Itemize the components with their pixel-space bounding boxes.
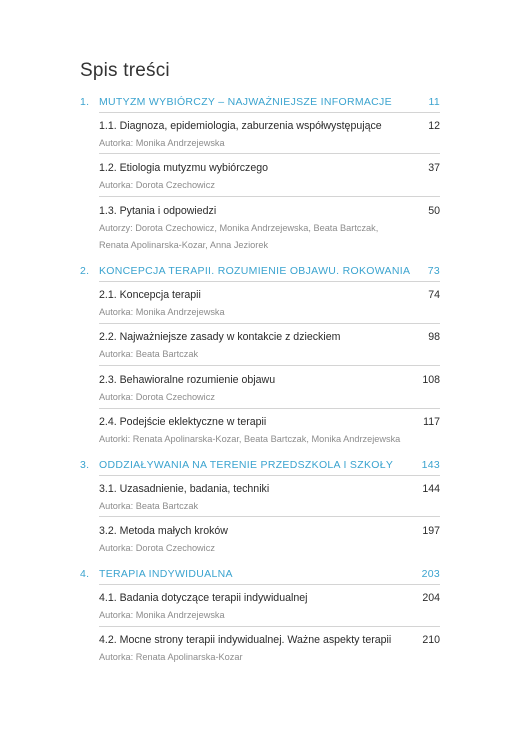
entry-title: 4.1. Badania dotyczące terapii indywidualnej — [99, 592, 308, 604]
entry-page: 117 — [423, 416, 440, 428]
divider — [99, 408, 440, 409]
entry-title: 1.2. Etiologia mutyzmu wybiórczego — [99, 162, 268, 174]
entry-page: 74 — [428, 289, 440, 301]
entry-author: Autorka: Monika Andrzejewska — [99, 138, 225, 148]
section-page: 73 — [427, 265, 440, 277]
entry-author: Autorka: Dorota Czechowicz — [99, 543, 215, 553]
divider — [99, 281, 440, 282]
entry-title: 3.1. Uzasadnienie, badania, techniki — [99, 483, 270, 495]
section-title: KONCEPCJA TERAPII. ROZUMIENIE OBJAWU. ROKOWANIA — [99, 265, 411, 277]
section-page: 11 — [428, 96, 440, 108]
entry-author: Autorka: Renata Apolinarska-Kozar — [99, 652, 243, 662]
entry-page: 108 — [422, 374, 440, 386]
divider — [99, 475, 440, 476]
entry-author: Autorki: Renata Apolinarska-Kozar, Beata Bartczak, Monika Andrzejewska — [99, 434, 401, 444]
divider — [99, 153, 440, 154]
section-number: 2. — [80, 265, 90, 277]
entry-page: 50 — [428, 205, 440, 217]
divider — [99, 516, 440, 517]
entry-page: 98 — [428, 331, 440, 343]
entry-author: Autorka: Beata Bartczak — [99, 349, 199, 359]
section-title: MUTYZM WYBIÓRCZY – NAJWAŻNIEJSZE INFORMACJE — [99, 96, 392, 108]
entry-author: Autorka: Dorota Czechowicz — [99, 392, 215, 402]
section-number: 4. — [80, 568, 90, 580]
toc-heading: Spis treści — [80, 60, 170, 81]
entry-page: 144 — [422, 483, 440, 495]
entry-title: 2.1. Koncepcja terapii — [99, 289, 201, 301]
divider — [99, 112, 440, 113]
entry-author: Autorka: Monika Andrzejewska — [99, 307, 225, 317]
entry-page: 12 — [428, 120, 440, 132]
entry-author: Autorka: Beata Bartczak — [99, 501, 199, 511]
entry-page: 37 — [428, 162, 440, 174]
section-page: 143 — [421, 459, 440, 471]
entry-title: 2.3. Behawioralne rozumienie objawu — [99, 374, 276, 386]
entry-title: 1.3. Pytania i odpowiedzi — [99, 205, 217, 217]
entry-title: 3.2. Metoda małych kroków — [99, 525, 228, 537]
entry-author: Autorka: Dorota Czechowicz — [99, 180, 215, 190]
entry-page: 210 — [422, 634, 440, 646]
entry-author: Autorka: Monika Andrzejewska — [99, 610, 225, 620]
divider — [99, 584, 440, 585]
entry-title: 2.2. Najważniejsze zasady w kontakcie z dzieckiem — [99, 331, 341, 343]
entry-author: Autorzy: Dorota Czechowicz, Monika Andrzejewska, Beata Bartczak, Renata Apolinarska-Kozar, Anna Jeziorek — [99, 223, 379, 250]
section-title: TERAPIA INDYWIDUALNA — [99, 568, 233, 580]
section-page: 203 — [421, 568, 440, 580]
section-title: ODDZIAŁYWANIA NA TERENIE PRZEDSZKOLA I SZKOŁY — [99, 459, 394, 471]
divider — [99, 323, 440, 324]
divider — [99, 196, 440, 197]
entry-page: 204 — [422, 592, 440, 604]
divider — [99, 365, 440, 366]
entry-page: 197 — [422, 525, 440, 537]
entry-title: 1.1. Diagnoza, epidemiologia, zaburzenia współwystępujące — [99, 120, 382, 132]
section-number: 3. — [80, 459, 90, 471]
entry-title: 4.2. Mocne strony terapii indywidualnej. Ważne aspekty terapii — [99, 634, 392, 646]
entry-title: 2.4. Podejście eklektyczne w terapii — [99, 416, 267, 428]
divider — [99, 626, 440, 627]
section-number: 1. — [80, 96, 90, 108]
